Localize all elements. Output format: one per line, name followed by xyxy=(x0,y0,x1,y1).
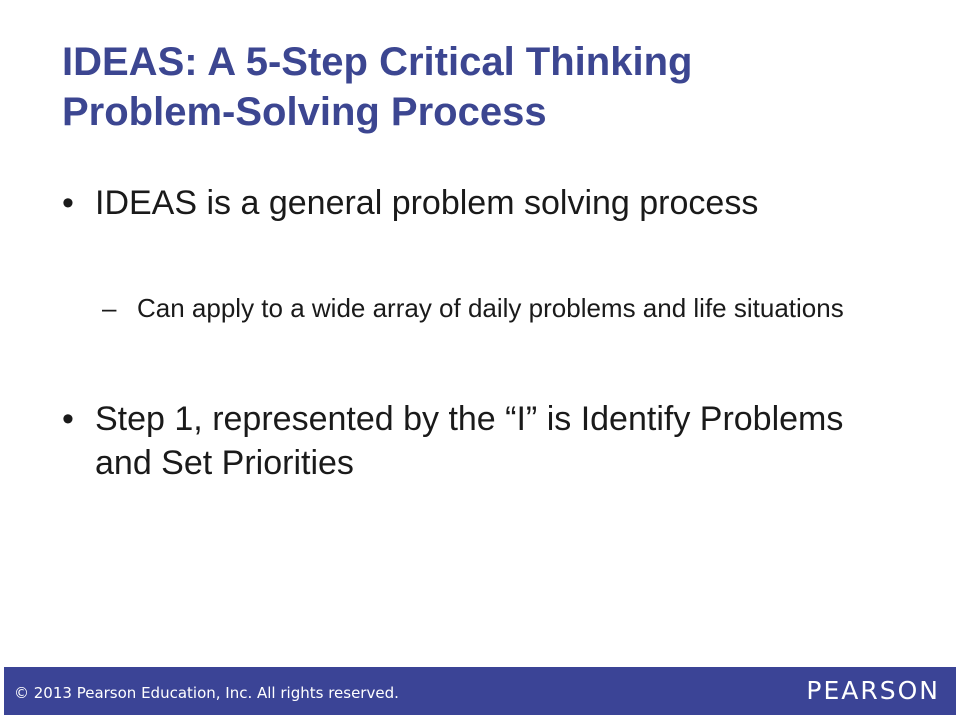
bullet-item-2 xyxy=(62,397,902,485)
bullet-marker: • xyxy=(62,400,74,438)
slide-title-line-2: Problem-Solving Process xyxy=(62,90,547,134)
pearson-logo: PEARSON xyxy=(806,676,940,705)
bullet-item-1 xyxy=(62,181,902,225)
bullet-marker: • xyxy=(62,184,74,222)
footer-bar xyxy=(4,667,956,715)
sub-bullet-marker: – xyxy=(102,293,117,323)
slide-title xyxy=(62,37,922,137)
bullet-text: IDEAS is a general problem solving process xyxy=(95,184,759,222)
sub-bullet-item-1 xyxy=(102,290,902,326)
sub-bullet-text: Can apply to a wide array of daily problems and life situations xyxy=(137,293,844,323)
bullet-text: Step 1, represented by the “I” is Identify Problems and Set Priorities xyxy=(95,400,844,482)
slide-title-line-1: IDEAS: A 5-Step Critical Thinking xyxy=(62,40,693,84)
copyright-notice: © 2013 Pearson Education, Inc. All rights reserved. xyxy=(14,684,399,702)
